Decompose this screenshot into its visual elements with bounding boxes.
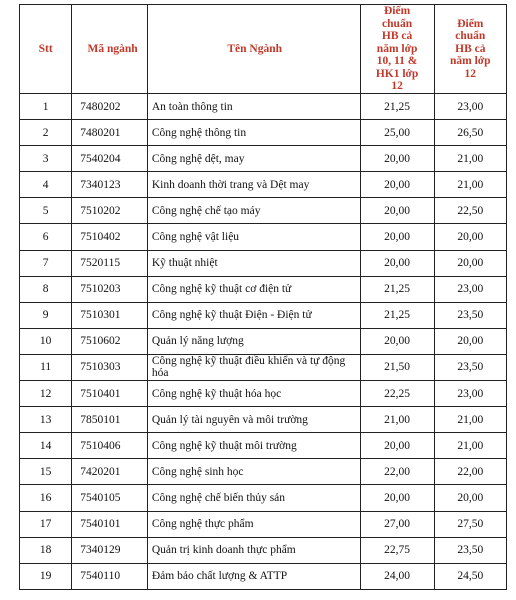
table-row: [20, 354, 507, 380]
cell-score-a: 21,25: [360, 302, 434, 328]
cell-score-a: 20,00: [360, 146, 434, 172]
table-row: [20, 563, 507, 589]
cell-score-b: 20,00: [434, 485, 506, 511]
header-score-b: Điểm chuẩn HB cả năm lớp 12: [434, 5, 506, 94]
cell-code: 7510402: [72, 224, 148, 250]
cell-name: Công nghệ sinh học: [147, 459, 360, 485]
cell-score-b: 21,00: [434, 407, 506, 433]
cell-score-a: 24,00: [360, 563, 434, 589]
table-row: [20, 224, 507, 250]
cell-score-b: 21,00: [434, 172, 506, 198]
cell-name: Kinh doanh thời trang và Dệt may: [147, 172, 360, 198]
cell-score-a: 27,00: [360, 511, 434, 537]
cell-score-b: 20,00: [434, 328, 506, 354]
cell-name: Công nghệ vật liệu: [147, 224, 360, 250]
cell-stt: 3: [20, 146, 72, 172]
cell-stt: 14: [20, 433, 72, 459]
table-row: [20, 511, 507, 537]
table-row: [20, 537, 507, 563]
table-row: [20, 198, 507, 224]
cell-score-a: 21,25: [360, 94, 434, 120]
cell-score-b: 26,50: [434, 120, 506, 146]
cell-code: 7340129: [72, 537, 148, 563]
cell-stt: 7: [20, 250, 72, 276]
cell-name: Đảm bảo chất lượng & ATTP: [147, 563, 360, 589]
cell-name: Công nghệ kỹ thuật Điện - Điện tử: [147, 302, 360, 328]
cell-score-b: 23,50: [434, 354, 506, 380]
cell-code: 7520115: [72, 250, 148, 276]
cell-stt: 12: [20, 381, 72, 407]
cell-name: Công nghệ thực phẩm: [147, 511, 360, 537]
cell-stt: 6: [20, 224, 72, 250]
cell-code: 7420201: [72, 459, 148, 485]
cell-name: Quản trị kinh doanh thực phẩm: [147, 537, 360, 563]
cell-code: 7510203: [72, 276, 148, 302]
cell-code: 7480201: [72, 120, 148, 146]
cell-score-a: 21,50: [360, 354, 434, 380]
cell-stt: 15: [20, 459, 72, 485]
table-row: [20, 381, 507, 407]
cell-score-a: 22,75: [360, 537, 434, 563]
cell-stt: 4: [20, 172, 72, 198]
cell-code: 7510301: [72, 302, 148, 328]
cell-score-a: 20,00: [360, 172, 434, 198]
cell-score-b: 23,00: [434, 381, 506, 407]
cell-code: 7540105: [72, 485, 148, 511]
table-row: [20, 250, 507, 276]
cell-stt: 18: [20, 537, 72, 563]
cell-score-b: 22,00: [434, 459, 506, 485]
header-stt: Stt: [20, 5, 72, 94]
table-row: [20, 276, 507, 302]
header-code: Mã ngành: [72, 5, 148, 94]
cell-code: 7510202: [72, 198, 148, 224]
cell-code: 7340123: [72, 172, 148, 198]
cell-name: Công nghệ kỹ thuật môi trường: [147, 433, 360, 459]
table-row: [20, 172, 507, 198]
cell-score-a: 22,25: [360, 381, 434, 407]
cell-score-a: 20,00: [360, 485, 434, 511]
cell-stt: 16: [20, 485, 72, 511]
cell-stt: 10: [20, 328, 72, 354]
cell-score-a: 21,25: [360, 276, 434, 302]
table-row: [20, 328, 507, 354]
cell-score-b: 23,50: [434, 537, 506, 563]
cell-stt: 11: [20, 354, 72, 380]
cell-score-b: 21,00: [434, 146, 506, 172]
cell-code: 7540204: [72, 146, 148, 172]
cell-stt: 1: [20, 94, 72, 120]
table-row: [20, 302, 507, 328]
cell-name: Công nghệ chế tạo máy: [147, 198, 360, 224]
cell-score-b: 20,00: [434, 224, 506, 250]
cell-stt: 17: [20, 511, 72, 537]
cell-score-a: 25,00: [360, 120, 434, 146]
cell-score-a: 20,00: [360, 433, 434, 459]
table-row: [20, 459, 507, 485]
header-score-a: Điểm chuẩn HB cả năm lớp 10, 11 & HK1 lớp 12: [360, 5, 434, 94]
table-header-row: [20, 5, 507, 94]
header-name: Tên Ngành: [147, 5, 360, 94]
cell-score-a: 21,00: [360, 407, 434, 433]
cell-stt: 19: [20, 563, 72, 589]
cell-name: Công nghệ kỹ thuật hóa học: [147, 381, 360, 407]
cell-code: 7540110: [72, 563, 148, 589]
cell-stt: 9: [20, 302, 72, 328]
cell-score-b: 27,50: [434, 511, 506, 537]
table-row: [20, 485, 507, 511]
cell-stt: 8: [20, 276, 72, 302]
cell-name: Công nghệ dệt, may: [147, 146, 360, 172]
cell-name: Quản lý tài nguyên và môi trường: [147, 407, 360, 433]
cell-code: 7540101: [72, 511, 148, 537]
cell-name: Công nghệ kỹ thuật cơ điện tử: [147, 276, 360, 302]
cell-code: 7510303: [72, 354, 148, 380]
cell-score-b: 23,50: [434, 302, 506, 328]
cell-score-b: 21,00: [434, 433, 506, 459]
cell-stt: 13: [20, 407, 72, 433]
cell-score-a: 20,00: [360, 198, 434, 224]
cell-name: Kỹ thuật nhiệt: [147, 250, 360, 276]
cell-score-b: 23,00: [434, 276, 506, 302]
admission-score-table: [19, 4, 507, 590]
cell-score-a: 22,00: [360, 459, 434, 485]
cell-score-b: 24,50: [434, 563, 506, 589]
cell-name: Công nghệ kỹ thuật điều khiển và tự động hóa: [147, 354, 360, 380]
cell-stt: 2: [20, 120, 72, 146]
table-row: [20, 120, 507, 146]
cell-code: 7510401: [72, 381, 148, 407]
cell-name: Công nghệ thông tin: [147, 120, 360, 146]
table-row: [20, 94, 507, 120]
cell-name: Công nghệ chế biến thủy sản: [147, 485, 360, 511]
cell-score-a: 20,00: [360, 250, 434, 276]
cell-code: 7510406: [72, 433, 148, 459]
cell-code: 7510602: [72, 328, 148, 354]
cell-name: An toàn thông tin: [147, 94, 360, 120]
cell-score-b: 23,00: [434, 94, 506, 120]
cell-stt: 5: [20, 198, 72, 224]
cell-code: 7480202: [72, 94, 148, 120]
cell-score-b: 22,50: [434, 198, 506, 224]
cell-score-b: 20,00: [434, 250, 506, 276]
table-row: [20, 433, 507, 459]
cell-code: 7850101: [72, 407, 148, 433]
cell-score-a: 20,00: [360, 224, 434, 250]
table-row: [20, 146, 507, 172]
cell-score-a: 20,00: [360, 328, 434, 354]
table-row: [20, 407, 507, 433]
cell-name: Quản lý năng lượng: [147, 328, 360, 354]
